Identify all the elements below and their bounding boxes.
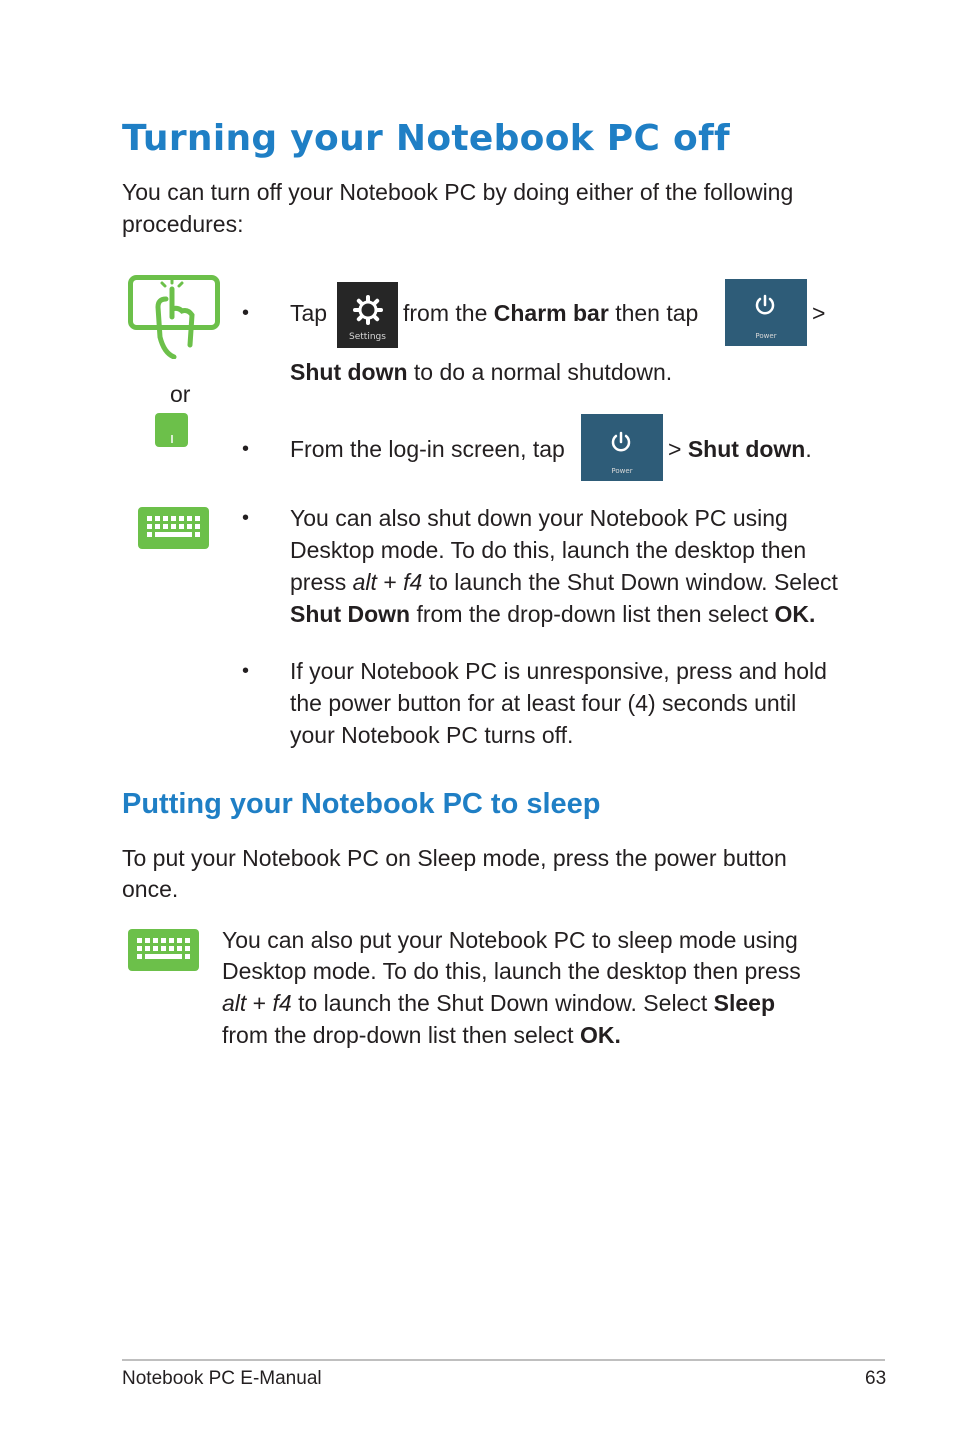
or-label: or bbox=[170, 381, 191, 407]
step4-line1: If your Notebook PC is unresponsive, press and hold bbox=[290, 658, 827, 684]
settings-tile bbox=[337, 282, 398, 348]
power-tile-1-caption: Power bbox=[755, 332, 777, 340]
plus: + bbox=[376, 569, 404, 595]
sleep-heading: Putting your Notebook PC to sleep bbox=[122, 788, 601, 820]
step3-line4-rest: from the drop-down list then select bbox=[410, 601, 775, 627]
sleep-intro-1: To put your Notebook PC on Sleep mode, press the power button bbox=[122, 845, 787, 871]
alt-key: alt bbox=[352, 569, 377, 595]
sleep-line3-rest: to launch the Shut Down window. Select bbox=[291, 990, 714, 1016]
step2-period: . bbox=[805, 436, 812, 462]
sleep-line1: You can also put your Notebook PC to sleep mode using bbox=[222, 927, 798, 953]
step1-text bbox=[403, 297, 698, 329]
page-title: Turning your Notebook PC off bbox=[122, 118, 730, 159]
step2-text: From the log-in screen, tap bbox=[290, 436, 565, 462]
f4-key: f4 bbox=[272, 990, 292, 1016]
sleep-line4 bbox=[222, 1019, 621, 1051]
sleep-intro-2: once. bbox=[122, 876, 179, 902]
power-tile-2-caption: Power bbox=[611, 467, 633, 475]
step3-line1: You can also shut down your Notebook PC using bbox=[290, 505, 788, 531]
step1-then-tap: then tap bbox=[608, 300, 699, 326]
sleep-line4-text: from the drop-down list then select bbox=[222, 1022, 580, 1048]
power-icon bbox=[753, 293, 777, 317]
sleep-option: Sleep bbox=[713, 990, 775, 1016]
bullet-1: • bbox=[242, 302, 250, 324]
shut-down-term: Shut down bbox=[290, 359, 408, 385]
power-icon bbox=[609, 430, 633, 454]
step1-normal: to do a normal shutdown. bbox=[407, 359, 673, 385]
ok-term: OK. bbox=[579, 1022, 621, 1048]
step2-gt: > bbox=[668, 436, 688, 462]
step3-line2: Desktop mode. To do this, launch the desktop then bbox=[290, 537, 807, 563]
charm-bar-term: Charm bar bbox=[493, 300, 609, 326]
page-number: 63 bbox=[865, 1368, 887, 1389]
gear-icon bbox=[352, 294, 384, 326]
step1-gt: > bbox=[812, 300, 826, 326]
step3-line3 bbox=[290, 566, 838, 598]
power-tile-2 bbox=[581, 414, 663, 481]
step2-tail bbox=[668, 433, 812, 465]
keyboard-icon bbox=[128, 929, 199, 971]
footer-manual: Notebook PC E-Manual bbox=[122, 1368, 322, 1389]
settings-tile-caption: Settings bbox=[349, 332, 386, 342]
footer-rule bbox=[122, 1359, 885, 1361]
bullet-3: • bbox=[242, 507, 250, 529]
alt-key: alt bbox=[222, 990, 247, 1016]
step4-line2: the power button for at least four (4) seconds until bbox=[290, 690, 797, 716]
step1-line2 bbox=[290, 356, 672, 388]
step3-press: press bbox=[290, 569, 353, 595]
step3-line3-rest: to launch the Shut Down window. Select bbox=[422, 569, 838, 595]
ok-term: OK. bbox=[774, 601, 816, 627]
step4-line3: your Notebook PC turns off. bbox=[290, 722, 574, 748]
intro-line-2: procedures: bbox=[122, 211, 244, 237]
bullet-4: • bbox=[242, 660, 250, 682]
plus: + bbox=[246, 990, 273, 1016]
power-tile-1 bbox=[725, 279, 807, 346]
sleep-line2: Desktop mode. To do this, launch the desktop then press bbox=[222, 958, 801, 984]
f4-key: f4 bbox=[403, 569, 423, 595]
shut-down-option: Shut Down bbox=[290, 601, 411, 627]
bullet-2: • bbox=[242, 438, 250, 460]
step3-line4 bbox=[290, 598, 815, 630]
intro-line-1: You can turn off your Notebook PC by doing either of the following bbox=[122, 179, 794, 205]
sleep-line3 bbox=[222, 987, 775, 1019]
touch-tap-icon bbox=[128, 275, 220, 359]
keyboard-icon bbox=[138, 507, 209, 549]
step1-tap: Tap bbox=[290, 300, 328, 326]
touchpad-icon bbox=[155, 413, 188, 447]
step1-from-the: from the bbox=[403, 300, 494, 326]
step2-shut-down: Shut down bbox=[687, 436, 806, 462]
